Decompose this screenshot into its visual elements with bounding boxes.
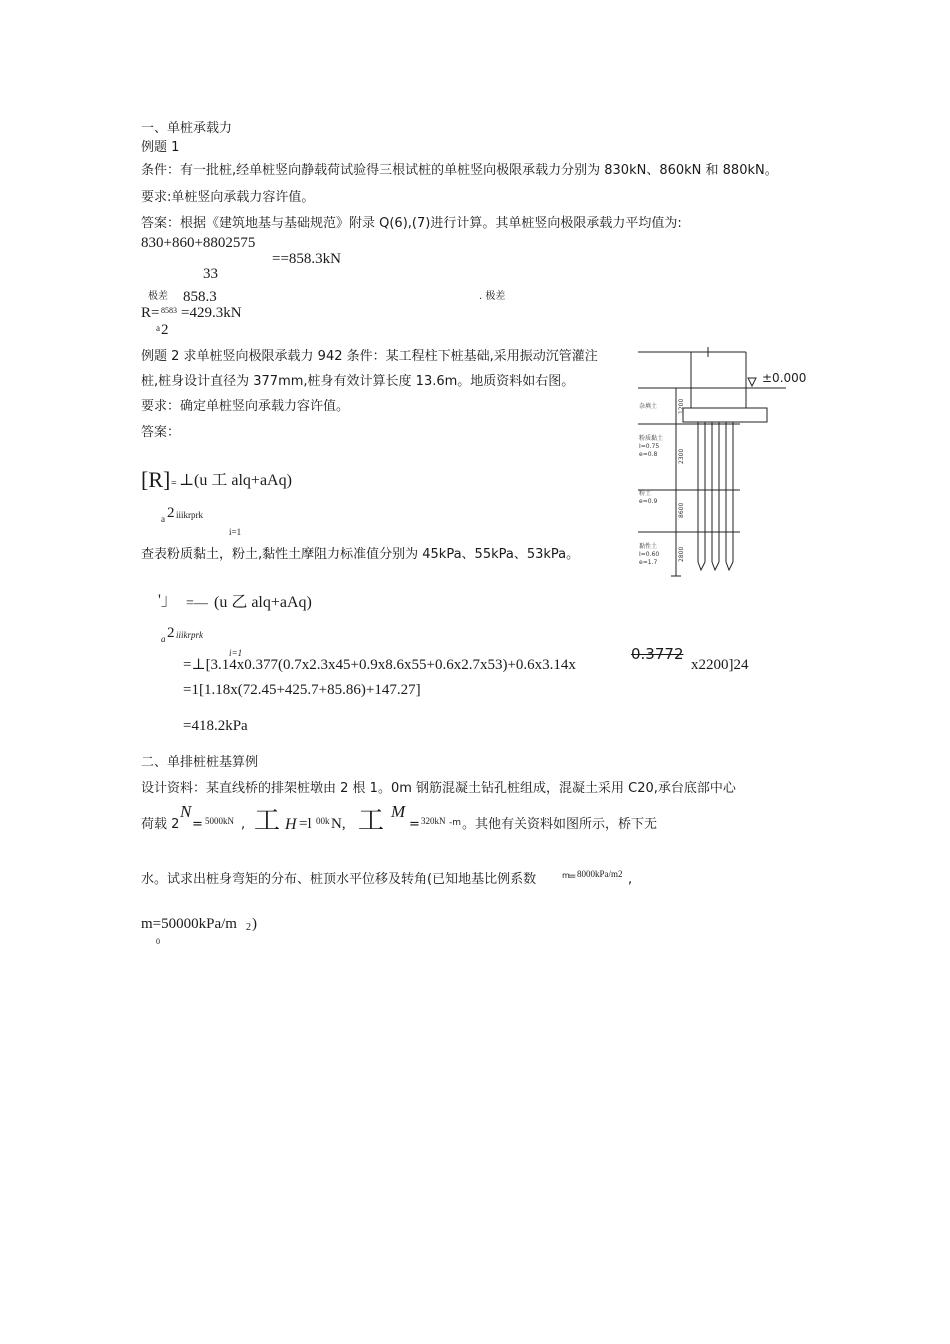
layer-4-param-a: I=0.60 xyxy=(639,551,660,558)
layer-4-name: 黏性土 xyxy=(639,543,658,550)
layer-3-thickness: 8600 xyxy=(678,502,685,518)
load-comma-1: , xyxy=(241,817,246,832)
layer-3-param-a: e=0.9 xyxy=(639,498,658,505)
formula-7-line: =418.2kPa xyxy=(183,718,248,734)
layer-4-thickness: 2800 xyxy=(678,546,685,562)
formula-3-index: i=1 xyxy=(229,527,242,537)
formula-2-value: 858.3 xyxy=(183,289,217,305)
coef-symbol-m: m xyxy=(562,871,570,880)
formula-4-eq: =— xyxy=(186,596,208,611)
formula-3-sub-two: 2 xyxy=(167,505,175,521)
formula-2-range-tag: 极差 xyxy=(148,291,168,302)
example-1-title: 例题 1 xyxy=(141,140,180,155)
formula-4-main: (u 乙 alq+aAq) xyxy=(214,594,312,611)
formula-1-result: ==858.3kN xyxy=(272,251,342,267)
load-symbol-h: H xyxy=(285,816,297,833)
m0-close: ) xyxy=(252,916,257,932)
m0-exponent: 2 xyxy=(246,922,251,933)
example-1-answer: 答案：根据《建筑地基与基础规范》附录 Q(6),(7)进行计算。其单桩竖向极限承载力平均值为: xyxy=(141,216,682,231)
example-2-line-2: 桩,桩身设计直径为 377mm,桩身有效计算长度 13.6m。地质资料如右图。 xyxy=(141,374,575,389)
load-tail: 。其他有关资料如图所示，桥下无 xyxy=(462,817,658,832)
formula-2-sup: 8583 xyxy=(161,306,177,315)
load-prefix: 荷载 2 xyxy=(141,817,180,832)
load-value-m: 320kN xyxy=(421,816,446,826)
formula-3-bracket: [R] xyxy=(141,467,171,492)
formula-4-sub-a: a xyxy=(161,634,166,644)
load-value-n: 5000kN xyxy=(205,816,234,826)
formula-2-range-tag-2: . 极差 xyxy=(479,291,506,302)
layer-1-name: 杂填土 xyxy=(639,403,658,410)
soil-coefficient-line: 水。试求出桩身弯矩的分布、桩顶水平位移及转角(已知地基比例系数 xyxy=(141,872,537,887)
formula-3-sub-rest: iiikrprk xyxy=(176,510,203,520)
section-heading-2: 二、单排桩桩基算例 xyxy=(141,755,259,770)
example-2-line-1: 例题 2 求单桩竖向极限承载力 942 条件：某工程柱下桩基础,采用振动沉管灌注 xyxy=(141,349,598,364)
layer-4-param-b: e=1.7 xyxy=(639,559,658,566)
example-1-condition: 条件：有一批桩,经单桩竖向静载荷试验得三根试桩的单桩竖向极限承载力分别为 830kN、860kN 和 880kN。 xyxy=(141,163,778,178)
m0-line: m=50000kPa/m xyxy=(141,916,237,932)
formula-4-left: '」 xyxy=(158,592,177,609)
load-eq-1: = xyxy=(192,817,203,832)
section-heading-1: 一、单桩承载力 xyxy=(141,121,233,136)
formula-2-sub-two: 2 xyxy=(161,322,169,338)
level-label: ±0.000 xyxy=(762,371,807,385)
example-2-answer-label: 答案： xyxy=(141,425,181,440)
coef-eq: = xyxy=(568,871,577,882)
formula-5-line: =⊥[3.14x0.377(0.7x2.3x45+0.9x8.6x55+0.6x2.7x53)+0.6x3.14x xyxy=(183,657,576,673)
formula-4-index: i=1 xyxy=(229,648,243,658)
coef-value: 8000kPa/m2 xyxy=(577,869,623,879)
formula-6-line: =1[1.18x(72.45+425.7+85.86)+147.27] xyxy=(183,682,421,698)
load-symbol-m: M xyxy=(391,802,406,821)
formula-4-sub-rest: iiikrprk xyxy=(176,630,203,640)
load-unit-m: -m xyxy=(449,818,462,828)
layer-1-thickness: 1200 xyxy=(678,398,685,414)
layer-3-name: 粉土 xyxy=(639,490,652,497)
load-value-h-sup: 00k xyxy=(316,816,330,826)
formula-2-sub-a: a xyxy=(156,323,160,333)
coef-comma: , xyxy=(628,872,633,887)
friction-lookup-text: 查表粉质黏土，粉土,黏性土摩阻力标准值分别为 45kPa、55kPa、53kPa。 xyxy=(141,547,580,562)
formula-4-sub-two: 2 xyxy=(167,625,175,641)
design-data-line: 设计资料：某直线桥的排架桩墩由 2 根 1。0m 钢筋混凝土钻孔桩组成，混凝土采用 C20,承台底部中心 xyxy=(141,781,736,796)
formula-2-rhs: =429.3kN xyxy=(181,305,242,321)
m0-subscript: 0 xyxy=(156,937,160,946)
formula-2-lhs: R= xyxy=(141,305,160,321)
formula-5-tail: x2200]24 xyxy=(691,657,749,673)
pile-section-figure xyxy=(636,344,816,580)
load-symbol-n: N xyxy=(180,802,192,821)
formula-3-main: ⊥(u 工 alq+aAq) xyxy=(179,472,292,489)
example-2-requirement: 要求：确定单桩竖向承载力容许值。 xyxy=(141,399,350,414)
load-unit-n: N, xyxy=(331,816,346,832)
load-glyph-2: 工 xyxy=(358,806,385,836)
load-glyph-1: 工 xyxy=(254,806,281,836)
layer-2-thickness: 2300 xyxy=(678,448,685,464)
load-eq-2: =l xyxy=(299,816,312,832)
formula-5-struck: 0.3772 xyxy=(631,645,684,663)
formula-3-eq: = xyxy=(171,478,177,489)
formula-3-sub-a: a xyxy=(161,514,165,524)
layer-2-param-b: e=0.8 xyxy=(639,451,658,458)
formula-1-denominator: 33 xyxy=(203,266,218,282)
layer-2-param-a: I=0.75 xyxy=(639,443,660,450)
formula-1-numerator: 830+860+8802575 xyxy=(141,235,256,251)
example-1-requirement: 要求:单桩竖向承载力容许值。 xyxy=(141,190,315,205)
layer-2-name: 粉质黏土 xyxy=(639,435,664,442)
load-eq-3: = xyxy=(409,817,420,832)
